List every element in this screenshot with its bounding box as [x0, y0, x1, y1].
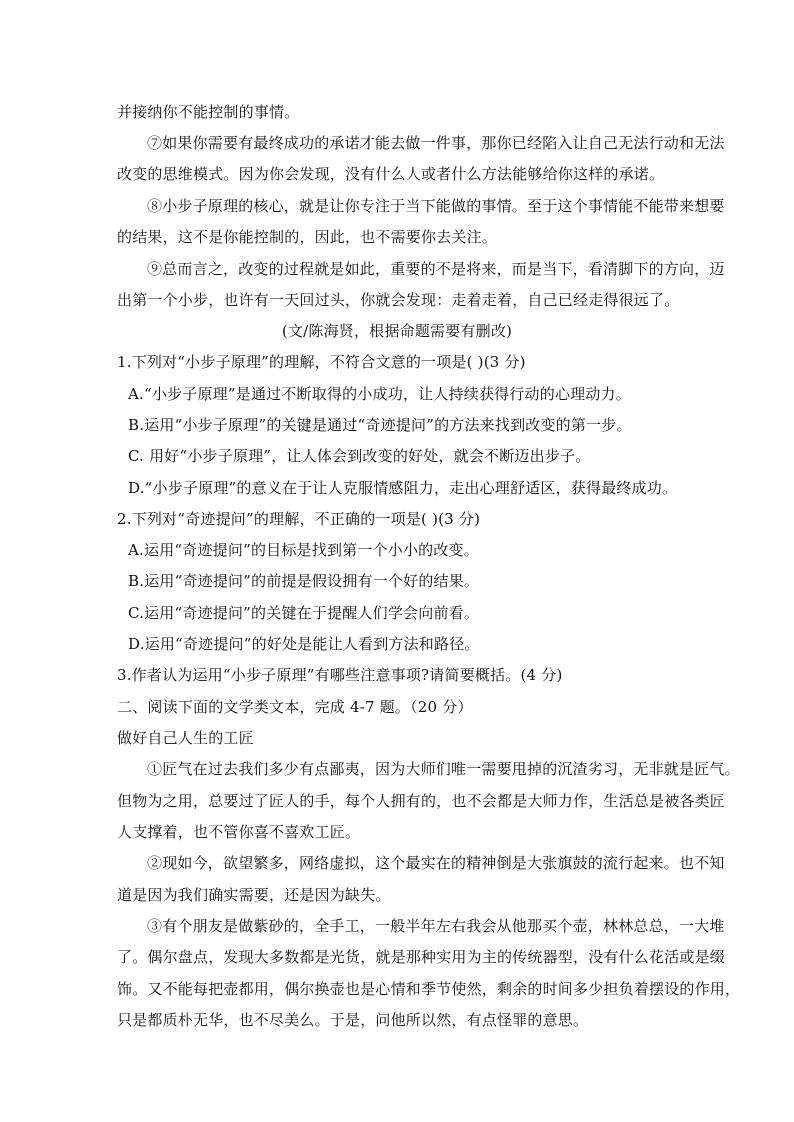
question-2-option-b: B.运用“奇迹提问”的前提是假设拥有一个好的结果。	[128, 572, 480, 590]
article-paragraph-3-line-3: 饰。又不能每把壶都用，偶尔换壶也是心情和季节使然，剩余的时间多少担负着摆设的作用，	[117, 980, 741, 998]
section-2-heading: 二、阅读下面的文学类文本，完成 4-7 题。（20 分）	[117, 698, 473, 716]
source-attribution: (文/陈海贤，根据命题需要有删改)	[281, 322, 513, 340]
article-paragraph-2-line-2: 道是因为我们确实需要，还是因为缺失。	[117, 886, 391, 904]
paragraph-7-line-2: 改变的思维模式。因为你会发现，没有什么人或者什么方法能够给你这样的承诺。	[117, 165, 665, 183]
question-1-option-d: D.“小步子原理”的意义在于让人克服情感阻力，走出心理舒适区，获得最终成功。	[128, 479, 678, 497]
paragraph-8-line-1: ⑧小步子原理的核心，就是让你专注于当下能做的事情。至于这个事情能不能带来想要	[147, 197, 725, 215]
article-paragraph-3-line-2: 了。偶尔盘点，发现大多数都是光货，就是那种实用为主的传统器型，没有什么花活或是缀	[117, 948, 726, 966]
question-2-option-a: A.运用“奇迹提问”的目标是找到第一个小小的改变。	[128, 541, 479, 559]
article-paragraph-1-line-1: ①匠气在过去我们多少有点鄙夷，因为大师们唯一需要甩掉的沉渣劣习，无非就是匠气。	[147, 760, 740, 778]
article-paragraph-1-line-2: 但物为之用，总要过了匠人的手，每个人拥有的，也不会都是大师力作，生活总是被各类匠	[117, 792, 726, 810]
article-title: 做好自己人生的工匠	[117, 729, 254, 747]
question-2-option-c: C.运用“奇迹提问”的关键在于提醒人们学会向前看。	[128, 604, 480, 622]
article-paragraph-3-line-4: 只是都质朴无华，也不尽美么。于是，问他所以然，有点怪罪的意思。	[117, 1011, 589, 1029]
question-1-option-a: A.“小步子原理”是通过不断取得的小成功，让人持续获得行动的心理动力。	[128, 385, 631, 403]
article-paragraph-2-line-1: ②现如今，欲望繁多，网络虚拟，这个最实在的精神倒是大张旗鼓的流行起来。也不知	[147, 854, 725, 872]
question-1-option-c: C. 用好“小步子原理”，让人体会到改变的好处，就会不断迈出步子。	[128, 447, 591, 465]
question-1: 1.下列对“小步子原理”的理解，不符合文意的一项是( )(3 分)	[117, 353, 526, 371]
paragraph-9-line-1: ⑨总而言之，改变的过程就是如此，重要的不是将来，而是当下，看清脚下的方向，迈	[147, 260, 725, 278]
question-2: 2.下列对“奇迹提问”的理解，不正确的一项是( )(3 分)	[117, 510, 481, 528]
text-line: 并接纳你不能控制的事情。	[117, 103, 300, 121]
question-1-option-b: B.运用“小步子原理”的关键是通过“奇迹提问”的方法来找到改变的第一步。	[128, 416, 632, 434]
question-2-option-d: D.运用“奇迹提问”的好处是能让人看到方法和路径。	[128, 635, 480, 653]
paragraph-7-line-1: ⑦如果你需要有最终成功的承诺才能去做一件事，那你已经陷入让自己无法行动和无法	[147, 134, 725, 152]
paragraph-8-line-2: 的结果，这不是你能控制的，因此，也不需要你去关注。	[117, 228, 498, 246]
article-paragraph-1-line-3: 人支撑着，也不管你喜不喜欢工匠。	[117, 823, 361, 841]
article-paragraph-3-line-1: ③有个朋友是做紫砂的，全手工，一般半年左右我会从他那买个壶，林林总总，一大堆	[147, 917, 725, 935]
question-3: 3.作者认为运用“小步子原理”有哪些注意事项?请简要概括。(4 分)	[117, 666, 563, 684]
paragraph-9-line-2: 出第一个小步，也许有一天回过头，你就会发现：走着走着，自己已经走得很远了。	[117, 291, 680, 309]
